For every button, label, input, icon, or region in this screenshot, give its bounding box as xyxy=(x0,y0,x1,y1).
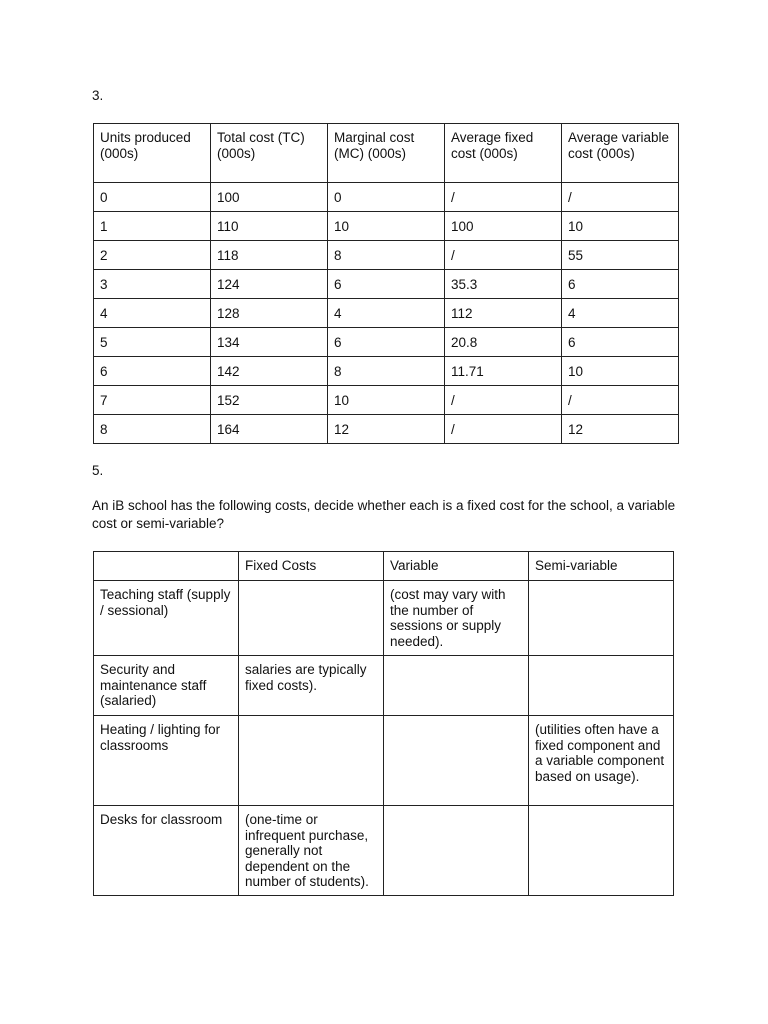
table-row xyxy=(94,328,679,357)
table-cell xyxy=(384,806,529,896)
table-cell: 6 xyxy=(328,328,445,357)
table-cell: 5 xyxy=(94,328,211,357)
header-cell-average-variable-cost: Average variable cost (000s) xyxy=(562,124,679,183)
header-cell-units: Units produced (000s) xyxy=(94,124,211,183)
table-cell: / xyxy=(445,183,562,212)
table-cell: 11.71 xyxy=(445,357,562,386)
table-row xyxy=(94,386,679,415)
table-cell: 12 xyxy=(562,415,679,444)
table-cell: 142 xyxy=(211,357,328,386)
cost-table xyxy=(93,123,679,444)
question-5-text: An iB school has the following costs, decide whether each is a fixed cost for the school, a variable cost or semi-variable? xyxy=(92,498,676,531)
table-cell: 152 xyxy=(211,386,328,415)
table-cell: 8 xyxy=(328,357,445,386)
table-cell: 10 xyxy=(562,212,679,241)
table-header-row xyxy=(94,124,679,183)
table-cell: 20.8 xyxy=(445,328,562,357)
table-cell xyxy=(529,581,674,656)
table-row xyxy=(94,357,679,386)
table-row xyxy=(94,581,674,656)
table-row xyxy=(94,415,679,444)
row-label-cell: Teaching staff (supply / sessional) xyxy=(94,581,239,656)
table-cell: (one-time or infrequent purchase, generally not dependent on the number of students). xyxy=(239,806,384,896)
table-cell: 7 xyxy=(94,386,211,415)
row-label-cell: Heating / lighting for classrooms xyxy=(94,716,239,806)
table-row xyxy=(94,806,674,896)
table-cell: 6 xyxy=(94,357,211,386)
table-cell xyxy=(529,656,674,716)
cost-classification-table xyxy=(93,551,674,896)
table-cell xyxy=(384,656,529,716)
table-cell: 124 xyxy=(211,270,328,299)
table-row xyxy=(94,212,679,241)
table-cell: 12 xyxy=(328,415,445,444)
table-cell: 6 xyxy=(562,270,679,299)
table-cell: 100 xyxy=(445,212,562,241)
table-row xyxy=(94,270,679,299)
table-cell xyxy=(384,716,529,806)
table-cell: 10 xyxy=(328,212,445,241)
table-cell: (utilities often have a fixed component and a variable component based on usage). xyxy=(529,716,674,806)
header-cell-blank xyxy=(94,552,239,581)
table-cell: 1 xyxy=(94,212,211,241)
header-cell-average-fixed-cost: Average fixed cost (000s) xyxy=(445,124,562,183)
table-cell: 3 xyxy=(94,270,211,299)
row-label-cell: Desks for classroom xyxy=(94,806,239,896)
table-row xyxy=(94,183,679,212)
table-cell: 8 xyxy=(328,241,445,270)
question-5-label: 5. xyxy=(92,463,104,478)
table-cell: 0 xyxy=(328,183,445,212)
table-cell: (cost may vary with the number of sessions or supply needed). xyxy=(384,581,529,656)
table-cell: / xyxy=(445,241,562,270)
table-row xyxy=(94,656,674,716)
table-cell xyxy=(239,581,384,656)
row-label-cell: Security and maintenance staff (salaried) xyxy=(94,656,239,716)
table-row xyxy=(94,299,679,328)
table-cell: 10 xyxy=(328,386,445,415)
table-cell: 118 xyxy=(211,241,328,270)
table-cell: / xyxy=(562,386,679,415)
table-cell: / xyxy=(445,415,562,444)
table-cell: 134 xyxy=(211,328,328,357)
table-cell: 8 xyxy=(94,415,211,444)
table-cell: 6 xyxy=(562,328,679,357)
table-cell: 35.3 xyxy=(445,270,562,299)
table-cell: 128 xyxy=(211,299,328,328)
table-cell: salaries are typically fixed costs). xyxy=(239,656,384,716)
table-cell: 4 xyxy=(562,299,679,328)
table-cell: 164 xyxy=(211,415,328,444)
header-cell-total-cost: Total cost (TC) (000s) xyxy=(211,124,328,183)
table-cell: 6 xyxy=(328,270,445,299)
header-cell-marginal-cost: Marginal cost (MC) (000s) xyxy=(328,124,445,183)
table-cell: 10 xyxy=(562,357,679,386)
table-cell: 4 xyxy=(94,299,211,328)
header-cell-variable: Variable xyxy=(384,552,529,581)
table-cell: 4 xyxy=(328,299,445,328)
table-cell: 110 xyxy=(211,212,328,241)
table-header-row xyxy=(94,552,674,581)
table-cell: 55 xyxy=(562,241,679,270)
table-cell xyxy=(239,716,384,806)
table-cell: 112 xyxy=(445,299,562,328)
question-3-label: 3. xyxy=(92,88,104,103)
table-cell: / xyxy=(562,183,679,212)
table-row xyxy=(94,716,674,806)
table-cell: / xyxy=(445,386,562,415)
table-cell xyxy=(529,806,674,896)
header-cell-fixed-costs: Fixed Costs xyxy=(239,552,384,581)
table-cell: 0 xyxy=(94,183,211,212)
table-row xyxy=(94,241,679,270)
header-cell-semi-variable: Semi-variable xyxy=(529,552,674,581)
table-cell: 100 xyxy=(211,183,328,212)
table-cell: 2 xyxy=(94,241,211,270)
